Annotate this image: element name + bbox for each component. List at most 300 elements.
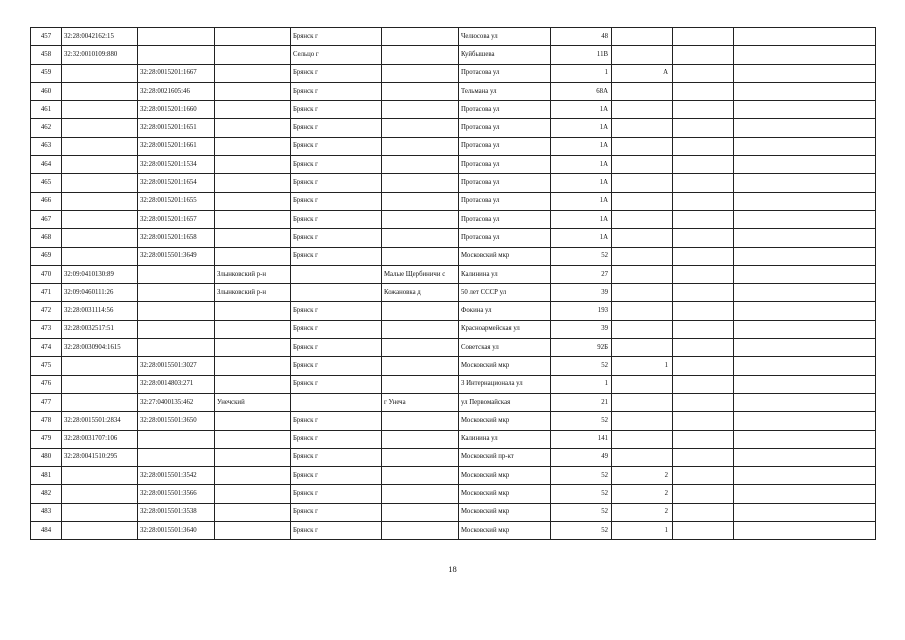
table-row — [31, 522, 876, 540]
row-number-cell: 470 — [31, 265, 62, 283]
city-cell: Брянск г — [291, 339, 382, 357]
city-cell: Брянск г — [291, 156, 382, 174]
cadastral-number-cell — [62, 522, 138, 540]
apartment-cell — [673, 375, 734, 393]
settlement-cell — [382, 137, 459, 155]
settlement-cell: Малые Щербиничи с — [382, 265, 459, 283]
cadastral-number-cell — [62, 192, 138, 210]
building-cell: 2 — [612, 485, 673, 503]
apartment-cell — [673, 101, 734, 119]
house-number-cell: 141 — [551, 430, 612, 448]
registry-table-body — [31, 28, 876, 540]
row-number-cell: 476 — [31, 375, 62, 393]
building-cell: 1 — [612, 357, 673, 375]
city-cell — [291, 265, 382, 283]
building-cell — [612, 119, 673, 137]
notes-cell — [734, 28, 876, 46]
notes-cell — [734, 119, 876, 137]
settlement-cell — [382, 357, 459, 375]
city-cell: Брянск г — [291, 28, 382, 46]
notes-cell — [734, 320, 876, 338]
table-row — [31, 485, 876, 503]
row-number-cell: 469 — [31, 247, 62, 265]
cadastral-number-alt-cell — [138, 448, 215, 466]
cadastral-number-alt-cell — [138, 320, 215, 338]
apartment-cell — [673, 485, 734, 503]
street-cell: Челюсова ул — [459, 28, 551, 46]
street-cell: Московский мкр — [459, 467, 551, 485]
table-row — [31, 210, 876, 228]
row-number-cell: 478 — [31, 412, 62, 430]
cadastral-number-alt-cell: 32:28:0015201:1661 — [138, 137, 215, 155]
apartment-cell — [673, 522, 734, 540]
building-cell — [612, 46, 673, 64]
district-cell — [215, 485, 291, 503]
city-cell: Брянск г — [291, 210, 382, 228]
row-number-cell: 481 — [31, 467, 62, 485]
cadastral-number-alt-cell — [138, 430, 215, 448]
building-cell: 1 — [612, 522, 673, 540]
cadastral-number-alt-cell: 32:28:0015201:1657 — [138, 210, 215, 228]
city-cell: Брянск г — [291, 174, 382, 192]
street-cell: Московский пр-кт — [459, 448, 551, 466]
house-number-cell: 49 — [551, 448, 612, 466]
settlement-cell — [382, 485, 459, 503]
city-cell: Брянск г — [291, 101, 382, 119]
street-cell: Протасова ул — [459, 174, 551, 192]
street-cell: Куйбышева — [459, 46, 551, 64]
apartment-cell — [673, 302, 734, 320]
building-cell — [612, 247, 673, 265]
cadastral-number-alt-cell — [138, 265, 215, 283]
apartment-cell — [673, 28, 734, 46]
building-cell — [612, 393, 673, 411]
settlement-cell — [382, 46, 459, 64]
table-row — [31, 82, 876, 100]
table-row — [31, 284, 876, 302]
building-cell — [612, 448, 673, 466]
apartment-cell — [673, 284, 734, 302]
notes-cell — [734, 247, 876, 265]
notes-cell — [734, 522, 876, 540]
street-cell: Протасова ул — [459, 192, 551, 210]
building-cell — [612, 156, 673, 174]
building-cell — [612, 210, 673, 228]
house-number-cell: 39 — [551, 320, 612, 338]
house-number-cell: 1 — [551, 64, 612, 82]
table-row — [31, 412, 876, 430]
cadastral-number-cell — [62, 229, 138, 247]
cadastral-number-alt-cell: 32:28:0015501:3650 — [138, 412, 215, 430]
street-cell: Московский мкр — [459, 357, 551, 375]
apartment-cell — [673, 174, 734, 192]
cadastral-number-cell: 32:28:0032517:51 — [62, 320, 138, 338]
row-number-cell: 482 — [31, 485, 62, 503]
apartment-cell — [673, 64, 734, 82]
settlement-cell — [382, 448, 459, 466]
house-number-cell: 52 — [551, 467, 612, 485]
settlement-cell — [382, 467, 459, 485]
district-cell — [215, 467, 291, 485]
cadastral-number-alt-cell: 32:28:0015501:3027 — [138, 357, 215, 375]
notes-cell — [734, 339, 876, 357]
table-row — [31, 357, 876, 375]
district-cell — [215, 119, 291, 137]
cadastral-number-alt-cell — [138, 46, 215, 64]
street-cell: Протасова ул — [459, 229, 551, 247]
cadastral-number-alt-cell: 32:28:0015201:1654 — [138, 174, 215, 192]
settlement-cell — [382, 412, 459, 430]
house-number-cell: 52 — [551, 503, 612, 521]
table-row — [31, 467, 876, 485]
building-cell: А — [612, 64, 673, 82]
cadastral-number-alt-cell: 32:28:0015201:1534 — [138, 156, 215, 174]
city-cell: Брянск г — [291, 467, 382, 485]
row-number-cell: 472 — [31, 302, 62, 320]
district-cell: Унечский — [215, 393, 291, 411]
cadastral-number-alt-cell: 32:28:0015201:1655 — [138, 192, 215, 210]
street-cell: Протасова ул — [459, 64, 551, 82]
building-cell — [612, 28, 673, 46]
row-number-cell: 458 — [31, 46, 62, 64]
house-number-cell: 27 — [551, 265, 612, 283]
district-cell — [215, 339, 291, 357]
building-cell — [612, 430, 673, 448]
cadastral-number-cell — [62, 503, 138, 521]
table-row — [31, 393, 876, 411]
city-cell: Брянск г — [291, 192, 382, 210]
row-number-cell: 459 — [31, 64, 62, 82]
city-cell: Брянск г — [291, 522, 382, 540]
city-cell: Брянск г — [291, 82, 382, 100]
row-number-cell: 464 — [31, 156, 62, 174]
house-number-cell: 1А — [551, 174, 612, 192]
street-cell: Протасова ул — [459, 101, 551, 119]
building-cell — [612, 412, 673, 430]
notes-cell — [734, 302, 876, 320]
city-cell: Брянск г — [291, 430, 382, 448]
row-number-cell: 466 — [31, 192, 62, 210]
district-cell — [215, 412, 291, 430]
cadastral-number-cell — [62, 375, 138, 393]
building-cell: 2 — [612, 503, 673, 521]
settlement-cell — [382, 64, 459, 82]
table-row — [31, 247, 876, 265]
district-cell: Злынковский р-н — [215, 284, 291, 302]
street-cell: Протасова ул — [459, 210, 551, 228]
notes-cell — [734, 137, 876, 155]
district-cell — [215, 503, 291, 521]
house-number-cell: 193 — [551, 302, 612, 320]
page-number: 18 — [448, 564, 457, 574]
apartment-cell — [673, 46, 734, 64]
cadastral-number-cell: 32:28:0015501:2834 — [62, 412, 138, 430]
table-row — [31, 265, 876, 283]
table-row — [31, 339, 876, 357]
apartment-cell — [673, 229, 734, 247]
cadastral-number-cell — [62, 137, 138, 155]
building-cell — [612, 265, 673, 283]
city-cell: Брянск г — [291, 119, 382, 137]
notes-cell — [734, 46, 876, 64]
city-cell: Брянск г — [291, 229, 382, 247]
cadastral-number-alt-cell: 32:28:0015201:1667 — [138, 64, 215, 82]
settlement-cell — [382, 82, 459, 100]
building-cell — [612, 284, 673, 302]
apartment-cell — [673, 448, 734, 466]
cadastral-number-cell — [62, 393, 138, 411]
notes-cell — [734, 192, 876, 210]
district-cell — [215, 247, 291, 265]
house-number-cell: 11В — [551, 46, 612, 64]
row-number-cell: 484 — [31, 522, 62, 540]
house-number-cell: 21 — [551, 393, 612, 411]
cadastral-number-alt-cell: 32:27:0400135:462 — [138, 393, 215, 411]
building-cell — [612, 101, 673, 119]
house-number-cell: 48 — [551, 28, 612, 46]
settlement-cell — [382, 119, 459, 137]
row-number-cell: 477 — [31, 393, 62, 411]
settlement-cell: Кожановка д — [382, 284, 459, 302]
table-row — [31, 119, 876, 137]
table-row — [31, 64, 876, 82]
cadastral-number-cell: 32:28:0031114:56 — [62, 302, 138, 320]
city-cell: Брянск г — [291, 247, 382, 265]
notes-cell — [734, 467, 876, 485]
city-cell — [291, 284, 382, 302]
apartment-cell — [673, 503, 734, 521]
house-number-cell: 1А — [551, 229, 612, 247]
street-cell: 3 Интернационала ул — [459, 375, 551, 393]
house-number-cell: 52 — [551, 247, 612, 265]
notes-cell — [734, 284, 876, 302]
row-number-cell: 473 — [31, 320, 62, 338]
table-row — [31, 229, 876, 247]
row-number-cell: 457 — [31, 28, 62, 46]
district-cell — [215, 64, 291, 82]
table-row — [31, 503, 876, 521]
apartment-cell — [673, 156, 734, 174]
house-number-cell: 1А — [551, 137, 612, 155]
street-cell: Фокина ул — [459, 302, 551, 320]
registry-table — [30, 27, 876, 540]
building-cell — [612, 192, 673, 210]
settlement-cell: г Унеча — [382, 393, 459, 411]
house-number-cell: 1А — [551, 210, 612, 228]
row-number-cell: 461 — [31, 101, 62, 119]
notes-cell — [734, 503, 876, 521]
district-cell — [215, 174, 291, 192]
cadastral-number-alt-cell — [138, 284, 215, 302]
cadastral-number-cell — [62, 119, 138, 137]
table-row — [31, 28, 876, 46]
cadastral-number-cell: 32:28:0031707:106 — [62, 430, 138, 448]
settlement-cell — [382, 229, 459, 247]
apartment-cell — [673, 265, 734, 283]
apartment-cell — [673, 192, 734, 210]
settlement-cell — [382, 247, 459, 265]
house-number-cell: 1А — [551, 156, 612, 174]
district-cell — [215, 302, 291, 320]
row-number-cell: 460 — [31, 82, 62, 100]
building-cell: 2 — [612, 467, 673, 485]
district-cell — [215, 229, 291, 247]
row-number-cell: 475 — [31, 357, 62, 375]
cadastral-number-cell — [62, 156, 138, 174]
settlement-cell — [382, 210, 459, 228]
street-cell: Калинина ул — [459, 265, 551, 283]
street-cell: Московский мкр — [459, 412, 551, 430]
city-cell: Брянск г — [291, 64, 382, 82]
settlement-cell — [382, 375, 459, 393]
street-cell: Московский мкр — [459, 503, 551, 521]
district-cell — [215, 357, 291, 375]
table-row — [31, 46, 876, 64]
notes-cell — [734, 485, 876, 503]
cadastral-number-cell: 32:09:0460111:26 — [62, 284, 138, 302]
house-number-cell: 1 — [551, 375, 612, 393]
house-number-cell: 52 — [551, 522, 612, 540]
house-number-cell: 52 — [551, 357, 612, 375]
apartment-cell — [673, 320, 734, 338]
street-cell: Московский мкр — [459, 247, 551, 265]
table-row — [31, 448, 876, 466]
cadastral-number-cell — [62, 101, 138, 119]
cadastral-number-alt-cell: 32:28:0021605:46 — [138, 82, 215, 100]
notes-cell — [734, 375, 876, 393]
notes-cell — [734, 174, 876, 192]
district-cell — [215, 46, 291, 64]
city-cell: Брянск г — [291, 320, 382, 338]
settlement-cell — [382, 503, 459, 521]
table-row — [31, 137, 876, 155]
settlement-cell — [382, 28, 459, 46]
district-cell: Злынковский р-н — [215, 265, 291, 283]
cadastral-number-cell — [62, 247, 138, 265]
house-number-cell: 1А — [551, 119, 612, 137]
city-cell: Брянск г — [291, 485, 382, 503]
house-number-cell: 92Б — [551, 339, 612, 357]
apartment-cell — [673, 430, 734, 448]
notes-cell — [734, 210, 876, 228]
cadastral-number-cell — [62, 357, 138, 375]
building-cell — [612, 174, 673, 192]
table-row — [31, 174, 876, 192]
table-row — [31, 101, 876, 119]
district-cell — [215, 375, 291, 393]
table-row — [31, 302, 876, 320]
house-number-cell: 52 — [551, 485, 612, 503]
city-cell: Сельцо г — [291, 46, 382, 64]
district-cell — [215, 522, 291, 540]
cadastral-number-cell — [62, 467, 138, 485]
row-number-cell: 463 — [31, 137, 62, 155]
row-number-cell: 480 — [31, 448, 62, 466]
table-row — [31, 375, 876, 393]
cadastral-number-cell — [62, 64, 138, 82]
house-number-cell: 39 — [551, 284, 612, 302]
house-number-cell: 52 — [551, 412, 612, 430]
settlement-cell — [382, 522, 459, 540]
notes-cell — [734, 156, 876, 174]
city-cell: Брянск г — [291, 137, 382, 155]
settlement-cell — [382, 430, 459, 448]
city-cell: Брянск г — [291, 412, 382, 430]
cadastral-number-alt-cell: 32:28:0015501:3566 — [138, 485, 215, 503]
cadastral-number-cell — [62, 174, 138, 192]
cadastral-number-alt-cell: 32:28:0015501:3649 — [138, 247, 215, 265]
house-number-cell: 1А — [551, 192, 612, 210]
city-cell: Брянск г — [291, 375, 382, 393]
notes-cell — [734, 64, 876, 82]
notes-cell — [734, 82, 876, 100]
street-cell: Тельмана ул — [459, 82, 551, 100]
apartment-cell — [673, 247, 734, 265]
street-cell: 50 лет СССР ул — [459, 284, 551, 302]
city-cell: Брянск г — [291, 357, 382, 375]
building-cell — [612, 375, 673, 393]
row-number-cell: 474 — [31, 339, 62, 357]
apartment-cell — [673, 137, 734, 155]
cadastral-number-alt-cell: 32:28:0015501:3538 — [138, 503, 215, 521]
house-number-cell: 1А — [551, 101, 612, 119]
district-cell — [215, 101, 291, 119]
cadastral-number-alt-cell: 32:28:0014803:271 — [138, 375, 215, 393]
table-row — [31, 156, 876, 174]
district-cell — [215, 210, 291, 228]
district-cell — [215, 156, 291, 174]
apartment-cell — [673, 467, 734, 485]
row-number-cell: 479 — [31, 430, 62, 448]
settlement-cell — [382, 101, 459, 119]
district-cell — [215, 430, 291, 448]
city-cell — [291, 393, 382, 411]
apartment-cell — [673, 82, 734, 100]
district-cell — [215, 28, 291, 46]
street-cell: ул Первомайская — [459, 393, 551, 411]
street-cell: Протасова ул — [459, 137, 551, 155]
settlement-cell — [382, 302, 459, 320]
notes-cell — [734, 101, 876, 119]
district-cell — [215, 320, 291, 338]
settlement-cell — [382, 174, 459, 192]
settlement-cell — [382, 156, 459, 174]
settlement-cell — [382, 192, 459, 210]
apartment-cell — [673, 357, 734, 375]
notes-cell — [734, 430, 876, 448]
cadastral-number-alt-cell: 32:28:0015201:1658 — [138, 229, 215, 247]
street-cell: Красноармейская ул — [459, 320, 551, 338]
cadastral-number-alt-cell — [138, 339, 215, 357]
notes-cell — [734, 412, 876, 430]
city-cell: Брянск г — [291, 448, 382, 466]
cadastral-number-cell: 32:28:0042162:15 — [62, 28, 138, 46]
apartment-cell — [673, 210, 734, 228]
row-number-cell: 462 — [31, 119, 62, 137]
street-cell: Калинина ул — [459, 430, 551, 448]
apartment-cell — [673, 339, 734, 357]
street-cell: Советская ул — [459, 339, 551, 357]
cadastral-number-cell — [62, 485, 138, 503]
cadastral-number-cell: 32:09:0410130:89 — [62, 265, 138, 283]
street-cell: Московский мкр — [459, 485, 551, 503]
street-cell: Протасова ул — [459, 156, 551, 174]
notes-cell — [734, 357, 876, 375]
cadastral-number-alt-cell: 32:28:0015201:1651 — [138, 119, 215, 137]
row-number-cell: 471 — [31, 284, 62, 302]
district-cell — [215, 448, 291, 466]
cadastral-number-cell — [62, 210, 138, 228]
